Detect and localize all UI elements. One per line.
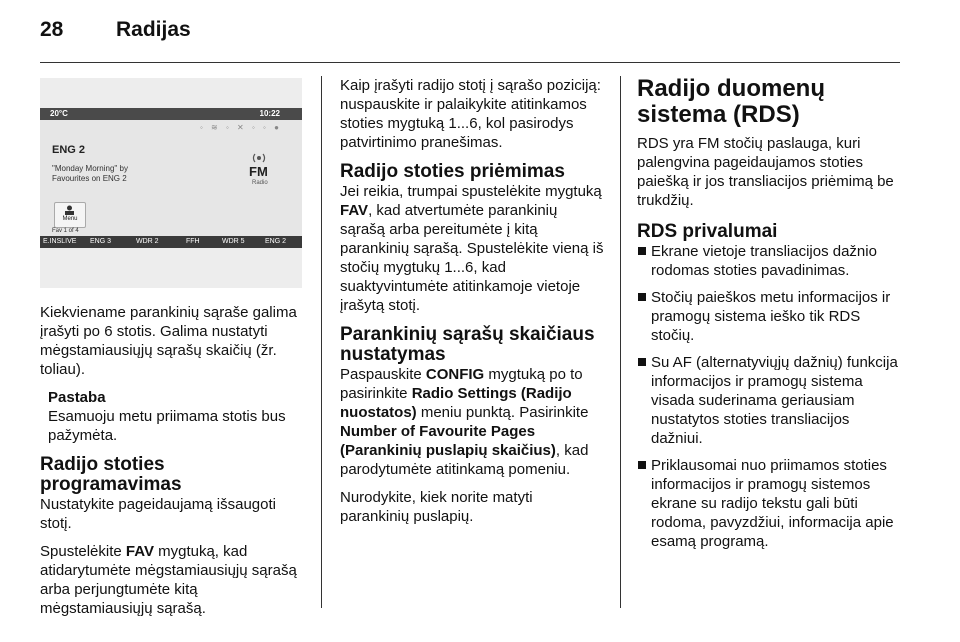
note-text: Esamuoju metu priimama stotis bus pažymėta. xyxy=(48,408,286,444)
radio-text-line-1: "Monday Morning" by xyxy=(52,164,128,173)
station-name: ENG 2 xyxy=(52,144,86,156)
favourites-intro-text: Kiekviename parankinių sąraše galima įrašyti po 6 stotis. Galima nustatyti mėgstamiausiųjų sąrašų skaičių (žr. toliau). xyxy=(40,304,297,378)
store-station-text: Kaip įrašyti radijo stotį į sąrašo poziciją: nuspauskite ir palaikykite atitinkamos stoties mygtuką 1...6, kol pasirodys patvirtinimo pranešimas. xyxy=(340,77,601,151)
list-item: Su AF (alternatyviųjų dažnių) funkcija informacijos ir pramogų sistema visada suderinama geriausiam nustatytos stoties transliacijos dažniui. xyxy=(637,353,902,448)
column-2 xyxy=(340,76,605,535)
favourite-slot[interactable]: ENG 2 xyxy=(265,238,287,245)
favourites-page-indicator: Fav 1 of 4 xyxy=(52,228,79,234)
favourite-slot[interactable]: FFH xyxy=(186,238,200,245)
temperature-readout: 20°C xyxy=(50,109,68,118)
radio-text-line-2: Favourites on ENG 2 xyxy=(52,174,127,183)
header-rule xyxy=(40,62,900,63)
menu-icon xyxy=(64,205,75,215)
heading-programming: Radijo stoties programavimas xyxy=(40,454,182,495)
bullet-square-icon xyxy=(638,293,646,301)
favourite-slot[interactable]: ENG 3 xyxy=(90,238,112,245)
favourites-bar xyxy=(40,236,302,248)
bullet-square-icon xyxy=(638,247,646,255)
favourite-slot[interactable]: WDR 2 xyxy=(136,238,159,245)
favourite-slot[interactable]: WDR 5 xyxy=(222,238,245,245)
reception-text: Jei reikia, trumpai spustelėkite mygtuką FAV, kad atvertumėte parankinių sąrašą arba pereitumėte į kitą parankinių sąrašą. Spustelėkite vieną iš stočių mygtukų 1...6, kad suaktyvintumėte atitinkamoje vietoje įrašytą stotį. xyxy=(340,183,604,314)
note-block xyxy=(48,388,305,445)
band-indicator: FM xyxy=(249,164,268,179)
favourite-count-hint: Nurodykite, kiek norite matyti parankinių puslapių. xyxy=(340,489,533,525)
bullet-square-icon xyxy=(638,358,646,366)
clock-readout: 10:22 xyxy=(259,109,280,118)
rds-intro-text: RDS yra FM stočių paslauga, kuri palengvina pageidaujamos stoties paiešką ir jos transliacijos priėmimą be trukdžių. xyxy=(637,135,894,209)
column-1 xyxy=(40,303,305,627)
band-sub-label: Radio xyxy=(252,180,268,186)
list-item: Ekrane vietoje transliacijos dažnio rodomas stoties pavadinimas. xyxy=(637,242,902,280)
page-number: 28 xyxy=(40,18,64,41)
menu-button[interactable] xyxy=(54,202,86,228)
heading-reception: Radijo stoties priėmimas xyxy=(340,161,565,182)
heading-rds: Radijo duomenų sistema (RDS) xyxy=(637,75,825,128)
status-icons: ◦ ≋ ◦ ✕ ◦ ◦ ● xyxy=(200,123,282,132)
column-3 xyxy=(637,76,902,559)
favourite-count-text: Paspauskite CONFIG mygtuką po to pasirinkite Radio Settings (Radijo nuostatos) meniu punktą. Pasirinkite Number of Favourite Pages (Parankinių puslapių skaičius), kad parodytumėte atitinkamą pomeniu. xyxy=(340,366,589,478)
favourite-slot[interactable]: E.INSLIVE xyxy=(43,238,77,245)
page-title: Radijas xyxy=(116,18,191,41)
list-item: Stočių paieškos metu informacijos ir pramogų sistema ieško tik RDS stočių. xyxy=(637,288,902,345)
bullet-square-icon xyxy=(638,461,646,469)
radio-screen-illustration xyxy=(40,78,302,288)
heading-rds-advantages: RDS privalumai xyxy=(637,221,778,242)
note-label: Pastaba xyxy=(48,389,106,406)
rds-advantages-list xyxy=(637,242,902,551)
programming-step-2: Spustelėkite FAV mygtuką, kad atidarytumėte mėgstamiausiųjų sąrašą arba perjungtumėte kitą mėgstamiausiųjų sąrašą. xyxy=(40,543,297,617)
programming-step-1: Nustatykite pageidaujamą išsaugoti stotį. xyxy=(40,496,276,532)
heading-favourite-count: Parankinių sąrašų skaičiaus nustatymas xyxy=(340,324,595,365)
column-divider-1 xyxy=(321,76,322,608)
column-divider-2 xyxy=(620,76,621,608)
display-status-bar xyxy=(40,108,302,120)
radio-display xyxy=(40,108,302,248)
list-item: Priklausomai nuo priimamos stoties informacijos ir pramogų sistemos ekrane su radijo tekstu gali būti rodoma, pavyzdžiui, informacija apie esamą programą. xyxy=(637,456,902,551)
menu-button-label: Menu xyxy=(62,216,78,222)
